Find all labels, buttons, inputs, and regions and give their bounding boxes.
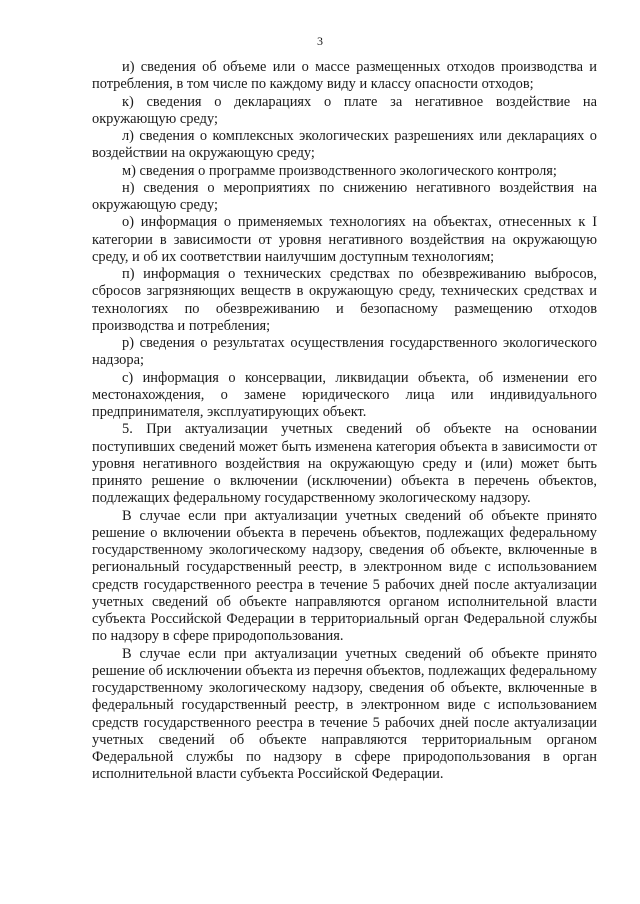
document-body <box>92 59 597 784</box>
paragraph-item-k: к) сведения о декларациях о плате за негативное воздействие на окружающую среду; <box>92 93 597 127</box>
paragraph-item-n: н) сведения о мероприятиях по снижению негативного воздействия на окружающую среду; <box>92 179 597 213</box>
paragraph-item-s: с) информация о консервации, ликвидации объекта, об изменении его местонахождения, о замене юридического лица или индивидуального предпринимателя, эксплуатирующих объект. <box>92 369 597 420</box>
paragraph-item-i: и) сведения об объеме или о массе размещенных отходов производства и потребления, в том числе по каждому виду и классу опасности отходов; <box>92 59 597 93</box>
paragraph-item-m: м) сведения о программе производственного экологического контроля; <box>122 162 557 179</box>
paragraph-item-r: р) сведения о результатах осуществления государственного экологического надзора; <box>92 335 597 369</box>
paragraph-section-5: 5. При актуализации учетных сведений об объекте на основании поступивших сведений может быть изменена категория объекта в зависимости от уровня негативного воздействия на окружающую среду и (или) может быть принято решение о включении (исключении) объекта в перечень объектов, подлежащих федеральному государственному экологическому надзору. <box>92 421 597 507</box>
paragraph-item-o: о) информация о применяемых технологиях на объектах, отнесенных к I категории в зависимости от уровня негативного воздействия на окружающую среду, и об их соответствии наилучшим доступным технологиям; <box>92 214 597 265</box>
paragraph-item-p: п) информация о технических средствах по обезвреживанию выбросов, сбросов загрязняющих веществ в окружающую среду, технических средствах и технологиях по обезвреживанию и безопасному размещению отходов производства и потребления; <box>92 266 597 334</box>
paragraph-exclusion-case: В случае если при актуализации учетных сведений об объекте принято решение об исключении объекта из перечня объектов, подлежащих федеральному государственному экологическому надзору, сведения об объекте, включенные в федеральный государственный реестр, в электронном виде с использованием средств государственного реестра в течение 5 рабочих дней после актуализации учетных сведений об объекте направляются территориальным органом Федеральной службы по надзору в сфере природопользования в орган исполнительной власти субъекта Российской Федерации. <box>92 645 597 783</box>
page-number: 3 <box>317 34 323 48</box>
paragraph-item-l: л) сведения о комплексных экологических разрешениях или декларациях о воздействии на окружающую среду; <box>92 128 597 162</box>
paragraph-inclusion-case: В случае если при актуализации учетных сведений об объекте принято решение о включении объекта в перечень объектов, подлежащих федеральному государственному экологическому надзору, сведения об объекте, включенные в региональный государственный реестр, в электронном виде с использованием средств государственного реестра в течение 5 рабочих дней после актуализации учетных сведений об объекте направляются органом исполнительной власти субъекта Российской Федерации в территориальный орган Федеральной службы по надзору в сфере природопользования. <box>92 507 597 645</box>
